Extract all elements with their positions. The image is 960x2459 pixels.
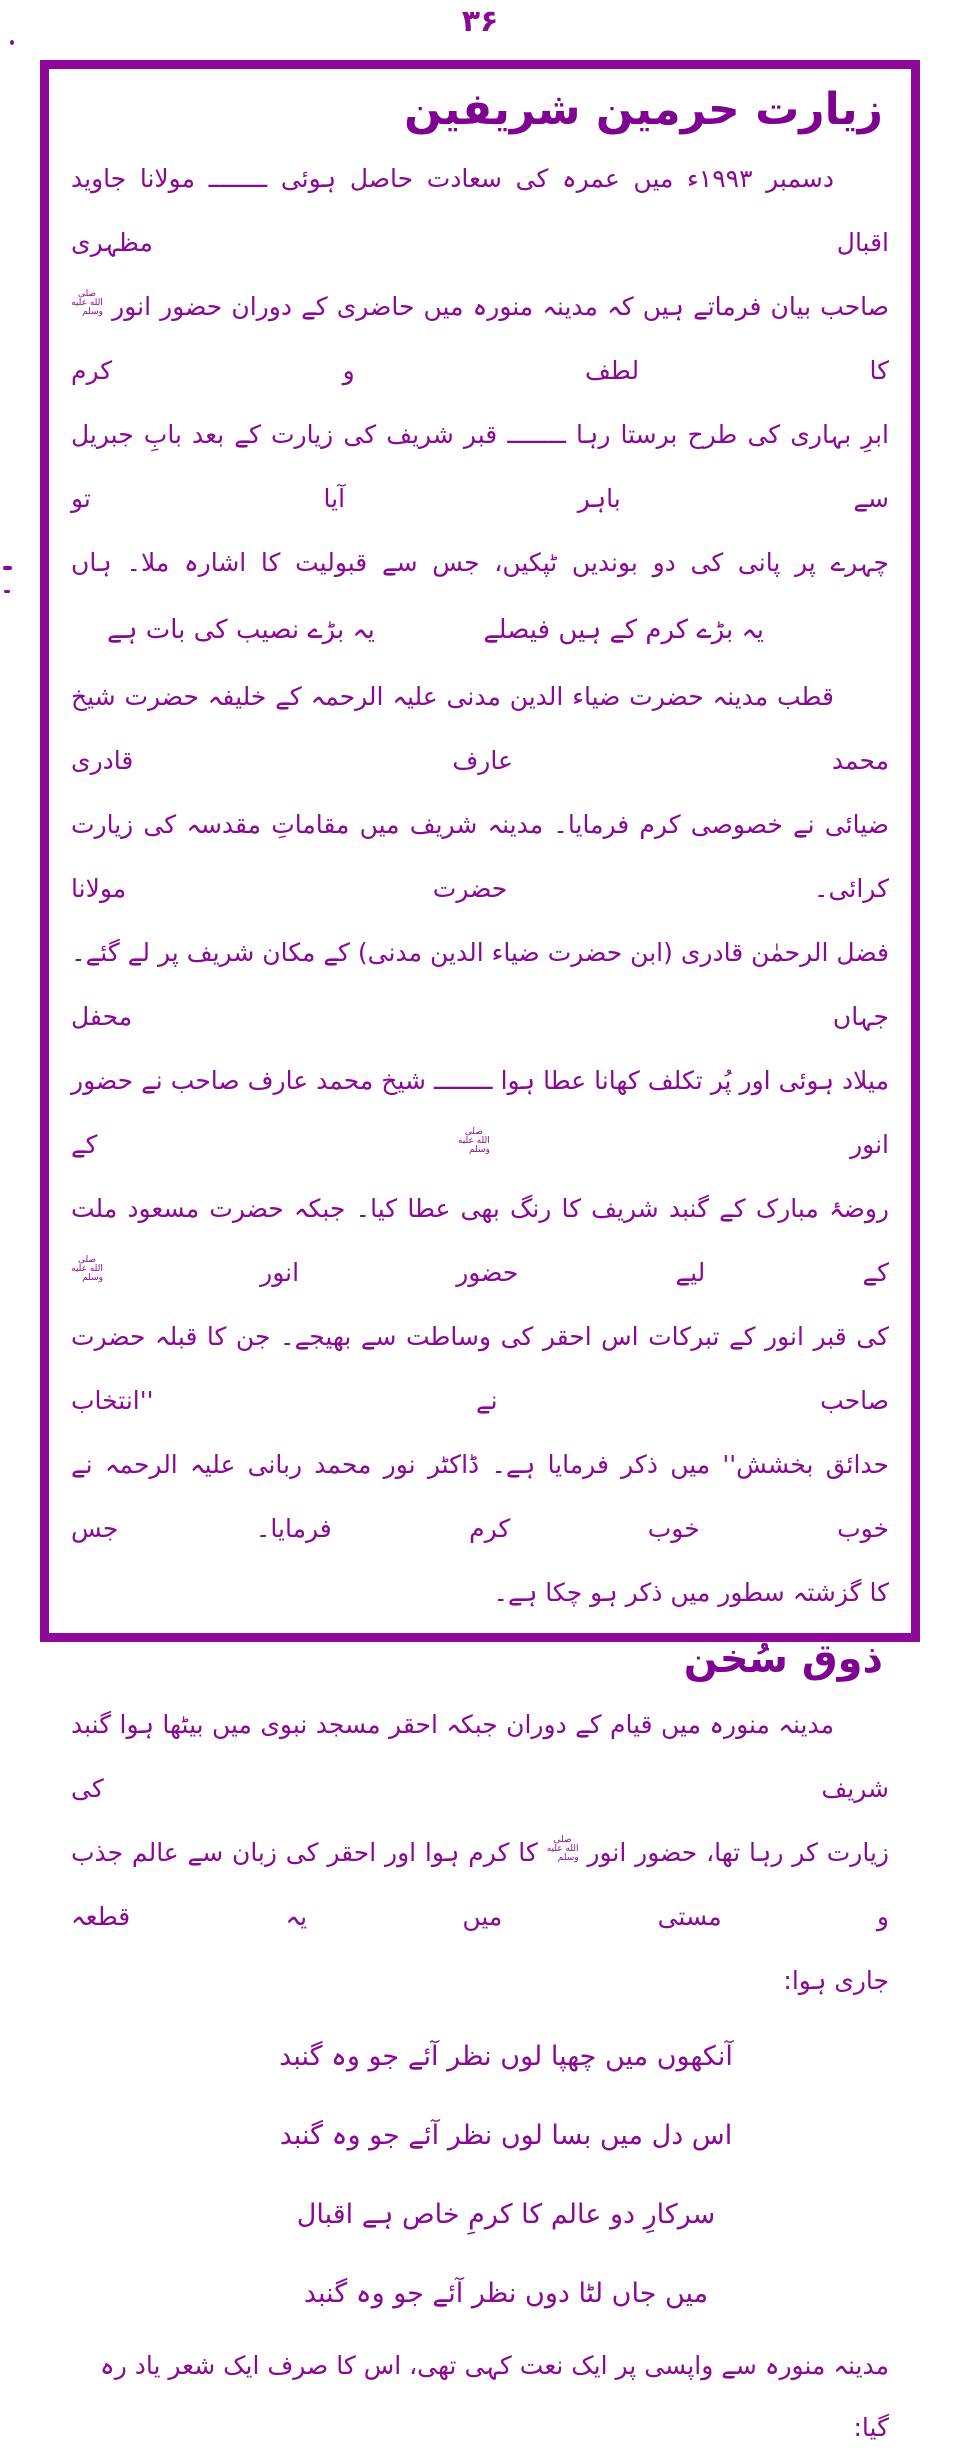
- page-number: ۳۶: [461, 4, 499, 39]
- text-line: سرکارِ دو عالم کا کرمِ خاص ہے اقبال: [296, 2199, 716, 2230]
- paragraph-masjid-nabawi: [71, 1693, 889, 2013]
- paragraph-qutb-madina: [71, 665, 889, 1625]
- text-line: قطب مدینہ حضرت ضیاء الدین مدنی علیہ الرحمہ کے خلیفہ حضرت شیخ محمد عارف قادری: [71, 682, 889, 775]
- text-line: کی قبر انور کے تبرکات اس احقر کی وساطت سے بھیجے۔ جن کا قبلہ حضرت صاحب نے ''انتخاب: [71, 1322, 889, 1415]
- text-line: فضل الرحمٰن قادری (ابن حضرت ضیاء الدین مدنی) کے مکان شریف پر لے گئے۔ جہاں محفل: [71, 938, 889, 1031]
- text-line: ابرِ بہاری کی طرح برستا رہا ــــــــ قبر شریف کی زیارت کے بعد بابِ جبریل سے باہر آیا تو: [71, 420, 889, 513]
- saw-honorific-icon: صلى الله عليه وسلم: [457, 1126, 490, 1155]
- scan-speck: [3, 566, 12, 570]
- text-line: زیارت کر رہا تھا، حضور انور صلى الله عليه وسلم کا کرم ہوا اور احقر کی زبان سے عالم جذب و مستی میں یہ قطعہ: [71, 1834, 889, 1931]
- text-line: مدینہ منورہ میں قیام کے دوران جبکہ احقر مسجد نبوی میں بیٹھا ہوا گنبد شریف کی: [71, 1710, 889, 1803]
- text-line: میں جاں لٹا دوں نظر آئے جو وہ گنبد: [303, 2278, 709, 2309]
- couplet-left-half: یہ بڑے نصیب کی بات ہے: [107, 615, 375, 645]
- text-line: حدائق بخشش'' میں ذکر فرمایا ہے۔ ڈاکٹر نور محمد ربانی علیہ الرحمہ نے خوب خوب کرم فرمایا۔ جس: [71, 1450, 889, 1543]
- scan-speck: [10, 40, 14, 45]
- scan-speck: [4, 590, 10, 593]
- section-heading-zauq-sukhan: ذوق سُخن: [683, 1636, 883, 1682]
- text-line: دسمبر ۱۹۹۳ء میں عمرہ کی سعادت حاصل ہوئی ــــــــ مولانا جاوید اقبال مظہری: [71, 164, 889, 257]
- paragraph-umrah: [71, 147, 889, 595]
- text-line: اس دل میں بسا لوں نظر آئے جو وہ گنبد: [279, 2120, 733, 2151]
- saw-honorific-icon: صلى الله عليه وسلم: [71, 288, 103, 317]
- text-line: چہرے پر پانی کی دو بوندیں ٹپکیں، جس سے قبولیت کا اشارہ ملا۔ ہاں: [71, 548, 889, 577]
- text-line: میلاد ہوئی اور پُر تکلف کھانا عطا ہوا ــــــــ شیخ محمد عارف صاحب نے حضور انور صلى الله عليه وسلم کے: [71, 1066, 889, 1159]
- couplet-karam: [71, 595, 889, 665]
- text-line: صاحب بیان فرماتے ہیں کہ مدینہ منورہ میں حاضری کے دوران حضور انور صلى الله عليه وسلم کا لطف و کرم: [71, 288, 889, 385]
- text-line: جاری ہوا:: [783, 1966, 889, 1995]
- text-line: آنکھوں میں چھپا لوں نظر آئے جو وہ گنبد: [279, 2041, 733, 2072]
- text-line: ضیائی نے خصوصی کرم فرمایا۔ مدینہ شریف میں مقاماتِ مقدسہ کی زیارت کرائی۔ حضرت مولانا: [71, 810, 889, 903]
- saw-honorific-icon: صلى الله عليه وسلم: [71, 1254, 103, 1283]
- couplet-right-half: یہ بڑے کرم کے ہیں فیصلے: [483, 615, 764, 645]
- poem-gumbad-verses: [183, 2017, 829, 2333]
- saw-honorific-icon: صلى الله عليه وسلم: [546, 1834, 579, 1863]
- section-heading-ziyarat: زیارت حرمین شریفین: [404, 84, 883, 135]
- page-border-frame: [40, 60, 920, 2442]
- text-line: روضۂ مبارک کے گنبد شریف کا رنگ بھی عطا کیا۔ جبکہ حضرت مسعود ملت کے لیے حضور انور صلى الله عليه وسلم: [71, 1194, 889, 1287]
- closing-line: مدینہ منورہ سے واپسی پر ایک نعت کہی تھی، اس کا صرف ایک شعر یاد رہ گیا:: [100, 2351, 889, 2442]
- text-line: کا گزشتہ سطور میں ذکر ہو چکا ہے۔: [493, 1578, 889, 1607]
